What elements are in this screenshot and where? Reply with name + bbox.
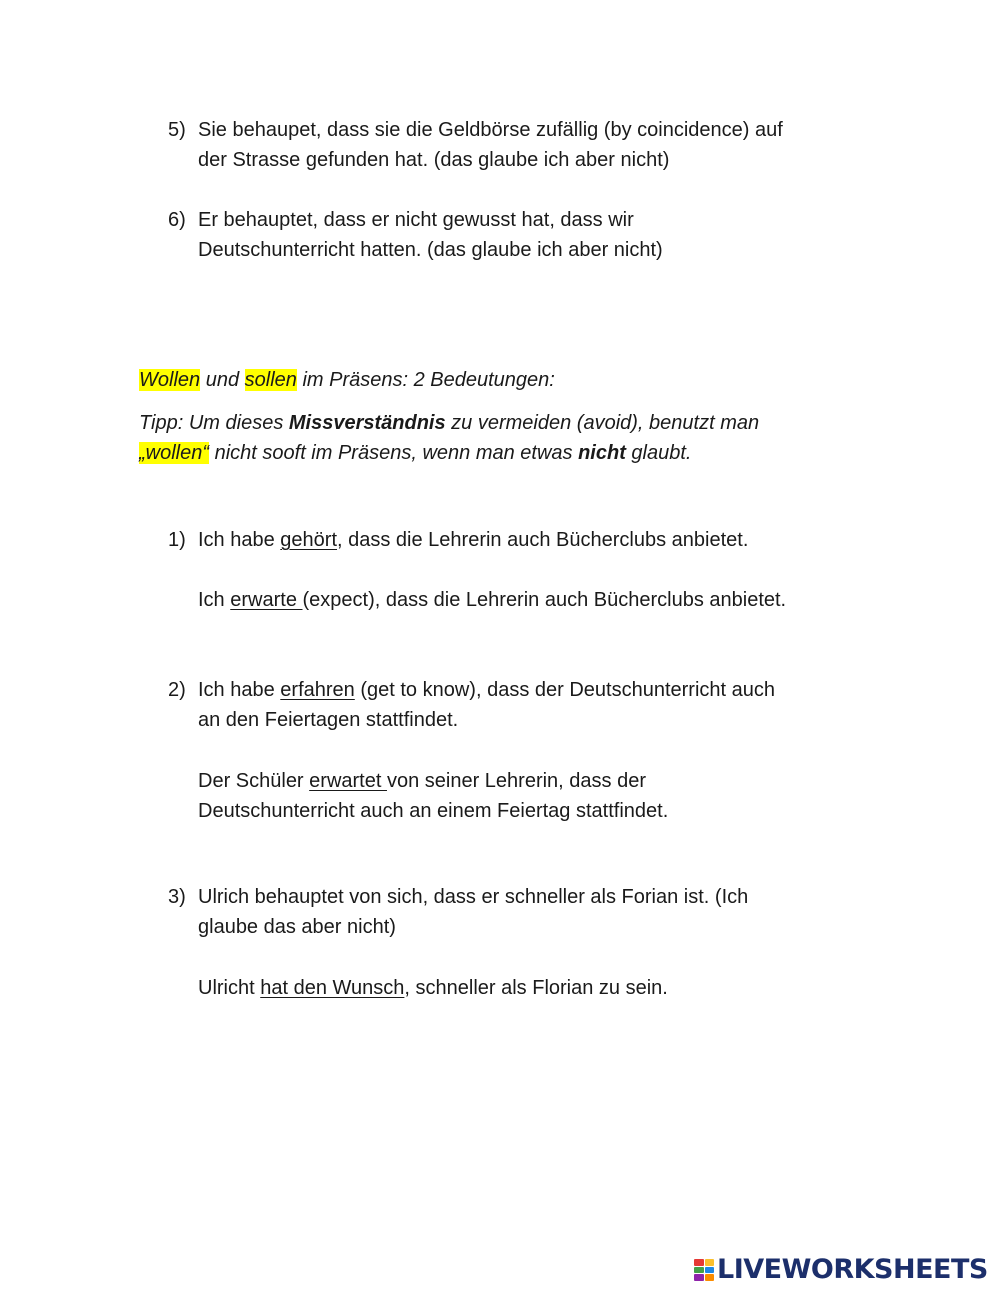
tip-text: Tipp: Um dieses: [139, 412, 289, 434]
item-2-sentence-2-line-2: Deutschunterricht auch an einem Feiertag stattfindet.: [198, 800, 669, 822]
underlined-word: erwarte: [230, 589, 303, 611]
list-number: 2): [168, 679, 186, 701]
item-1-sentence-2: [198, 585, 786, 615]
liveworksheets-logo: [694, 1254, 988, 1286]
tip-bold-nicht: nicht: [578, 442, 626, 464]
sentence-text: Ich habe: [198, 529, 281, 551]
tip-text: glaubt.: [625, 442, 692, 464]
item-3-sentence-1-line-2: glaube das aber nicht): [198, 916, 396, 938]
heading-rest: im Präsens: 2 Bedeutungen:: [296, 369, 555, 391]
item-2-sentence-1-line-1: [198, 675, 775, 705]
item-2-sentence-1-line-2: an den Feiertagen stattfindet.: [198, 709, 459, 731]
logo-square: [694, 1274, 704, 1281]
tip-text: nicht sooft im Präsens, wenn man etwas: [209, 442, 579, 464]
list-number: 5): [168, 119, 186, 141]
item-5-line-2: der Strasse gefunden hat. (das glaube ich aber nicht): [198, 149, 670, 171]
underlined-word: erfahren: [280, 679, 355, 701]
tip-bold-missverstaendnis: Missverständnis: [288, 412, 446, 434]
list-number: 6): [168, 209, 186, 231]
sentence-text: Ich habe: [198, 679, 281, 701]
item-5-line-1: Sie behaupet, dass sie die Geldbörse zufällig (by coincidence) auf: [198, 119, 783, 141]
logo-square: [694, 1259, 704, 1266]
sentence-text: von seiner Lehrerin, dass der: [386, 770, 647, 792]
item-3-sentence-1-line-1: Ulrich behauptet von sich, dass er schneller als Forian ist. (Ich: [198, 886, 749, 908]
underlined-word: hat den Wunsch: [260, 977, 405, 999]
logo-text: LIVEWORKSHEETS: [717, 1254, 988, 1285]
logo-square: [694, 1267, 704, 1274]
tip-line-1: [139, 408, 759, 438]
item-2-sentence-2-line-1: [198, 766, 646, 796]
sentence-text: Ulricht: [198, 977, 261, 999]
sentence-text: , schneller als Florian zu sein.: [404, 977, 668, 999]
logo-mark-icon: [694, 1259, 714, 1281]
highlight-wollen: Wollen: [139, 369, 201, 391]
tip-line-2: [139, 438, 691, 468]
logo-square: [705, 1267, 715, 1274]
list-number: 3): [168, 886, 186, 908]
item-1-sentence-1: [198, 525, 748, 555]
logo-square: [705, 1259, 715, 1266]
tip-text: zu vermeiden (avoid), benutzt man: [445, 412, 760, 434]
sentence-text: Der Schüler: [198, 770, 310, 792]
item-6-line-1: Er behauptet, dass er nicht gewusst hat, dass wir: [198, 209, 634, 231]
underlined-word: gehört: [280, 529, 338, 551]
heading-connector: und: [200, 369, 245, 391]
section-heading: [139, 365, 555, 395]
logo-square: [705, 1274, 715, 1281]
sentence-text: (expect), dass die Lehrerin auch Bücherclubs anbietet.: [302, 589, 787, 611]
underlined-word: erwartet: [309, 770, 387, 792]
highlight-wollen-quote: „wollen“: [139, 442, 210, 464]
sentence-text: Ich: [198, 589, 231, 611]
sentence-text: (get to know), dass der Deutschunterricht auch: [354, 679, 776, 701]
list-number: 1): [168, 529, 186, 551]
item-6-line-2: Deutschunterricht hatten. (das glaube ich aber nicht): [198, 239, 663, 261]
highlight-sollen: sollen: [244, 369, 297, 391]
item-3-sentence-2: [198, 973, 668, 1003]
sentence-text: , dass die Lehrerin auch Bücherclubs anbietet.: [337, 529, 749, 551]
